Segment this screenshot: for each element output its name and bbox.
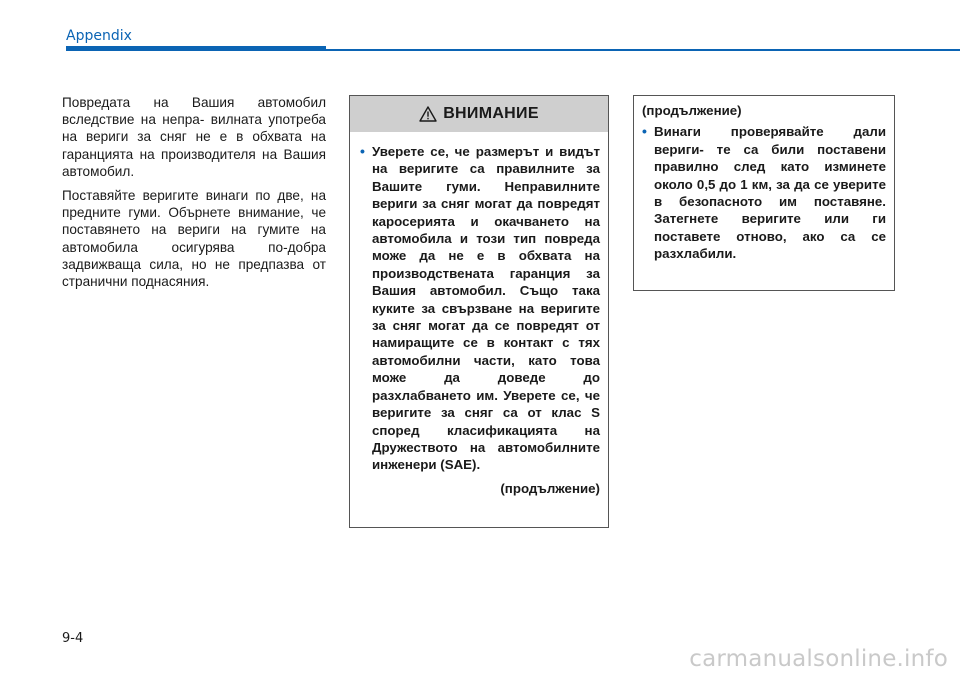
section-title: Appendix	[66, 28, 132, 44]
list-item	[360, 143, 600, 474]
continued-label: (продължение)	[500, 480, 600, 496]
paragraph: Поставяйте веригите винаги по две, на предните гуми. Обърнете внимание, че поставянето на вериги на гумите на автомобила осигурява по-добра задвижваща сила, но не предпазва от странични поднасяния.	[62, 188, 326, 290]
paragraph: Повредата на Вашия автомобил вследствие на непра- вилната употреба на вериги за сняг не е в обхвата на гаранцията на производителя на Вашия автомобил.	[62, 95, 326, 179]
list-item	[642, 123, 886, 262]
bullet-icon: •	[642, 123, 647, 140]
left-column-text	[62, 94, 326, 297]
warning-title: ВНИМАНИЕ	[443, 105, 539, 122]
page-number: 9-4	[62, 631, 84, 646]
bullet-icon: •	[360, 143, 365, 159]
continued-box-label: (продължение)	[642, 103, 742, 118]
continued-box	[633, 95, 895, 291]
warning-text: Уверете се, че размерът и видът на веригите са правилните за Вашите гуми. Неправилните вериги за сняг могат да повредят каросерията и окачването на автомобила и този тип повреда може да не е в обхвата на производствената гаранция за Вашия автомобил. Също така куките за свързване на веригите за сняг могат да се повредят от намиращите се в контакт с тях автомобилни части, като това може да доведе до разхлабването им. Уверете се, че веригите за сняг са от клас S според класификацията на Дружеството на автомобилните инженери (SAE).	[372, 144, 600, 473]
warning-body	[350, 132, 608, 497]
warning-header	[350, 96, 608, 132]
warning-triangle-icon	[419, 106, 437, 122]
header-rule-thick	[66, 46, 326, 51]
header-rule-thin	[326, 49, 960, 51]
warning-box	[349, 95, 609, 528]
watermark: carmanualsonline.info	[689, 646, 948, 672]
continued-text: Винаги проверявайте дали вериги- те са били поставени правилно след като изминете около 0,5 до 1 км, за да се уверите в безопасното им поставяне. Затегнете веригите или ги поставете отново, ако са се разхлабили.	[654, 124, 886, 262]
